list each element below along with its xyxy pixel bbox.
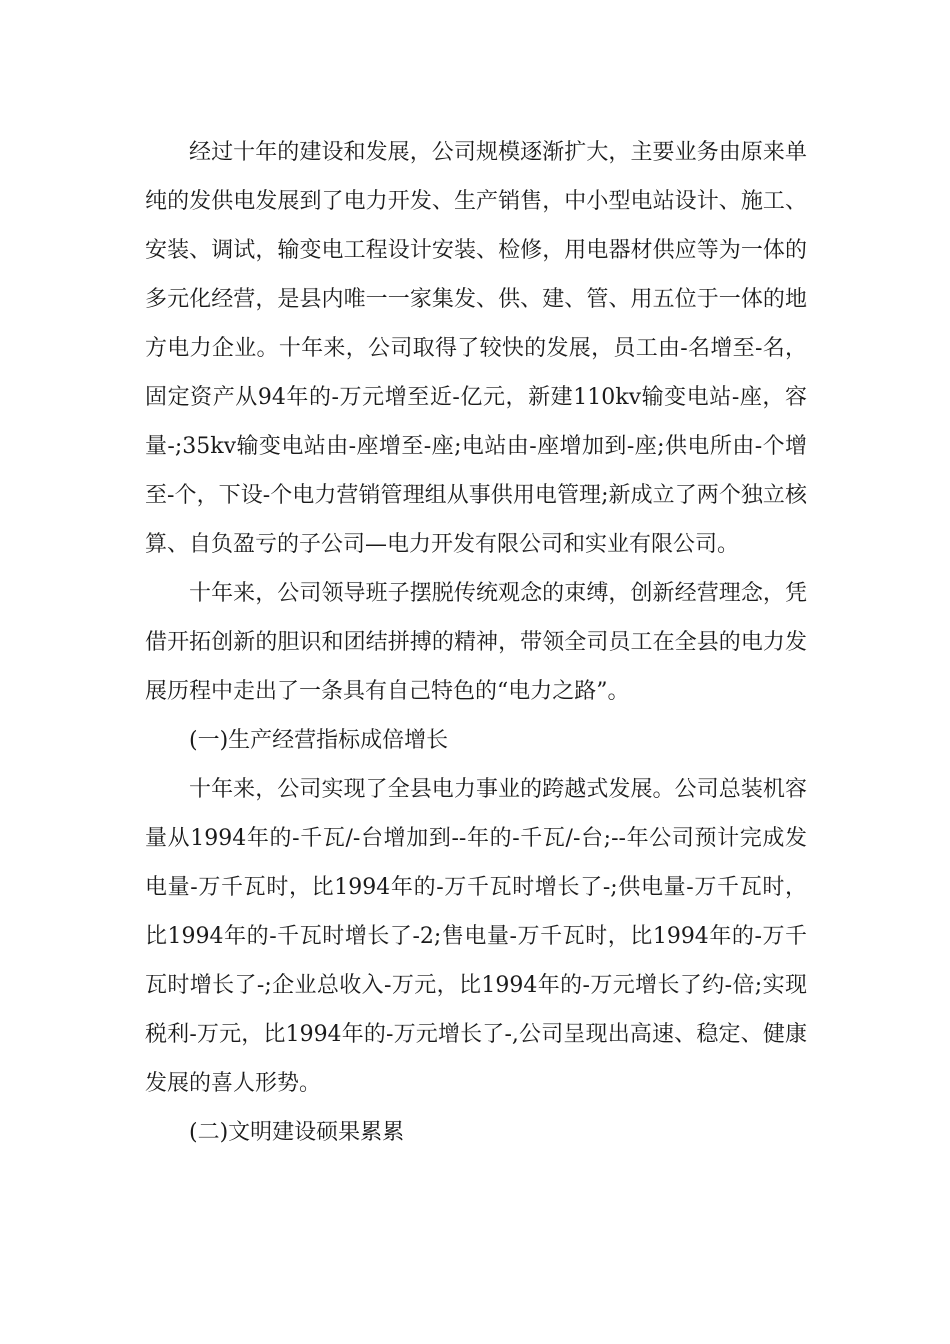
- section-heading-civilization: (二)文明建设硕果累累: [189, 1120, 405, 1145]
- paragraph-production-growth: 十年来，公司实现了全县电力事业的跨越式发展。公司总装机容量从1994年的-千瓦/-台增加到--年的-千瓦/-台;--年公司预计完成发电量-万千瓦时，比1994年的-万千瓦时增长了-;供电量-万千瓦时，比1994年的-千瓦时增长了-2;售电量-万千瓦时，比1994年的-万千瓦时增长了-;企业总收入-万元，比1994年的-万元增长了约-倍;实现税利-万元，比1994年的-万元增长了-,公司呈现出高速、稳定、健康发展的喜人形势。: [145, 777, 807, 1096]
- section-heading-production: (一)生产经营指标成倍增长: [189, 728, 449, 753]
- paragraph-leadership: 十年来，公司领导班子摆脱传统观念的束缚，创新经营理念，凭借开拓创新的胆识和团结拼搏的精神，带领全司员工在全县的电力发展历程中走出了一条具有自己特色的“电力之路”。: [145, 581, 807, 704]
- document-body: [145, 128, 807, 1157]
- paragraph-company-growth: 经过十年的建设和发展，公司规模逐渐扩大，主要业务由原来单纯的发供电发展到了电力开发、生产销售，中小型电站设计、施工、安装、调试，输变电工程设计安装、检修，用电器材供应等为一体的多元化经营，是县内唯一一家集发、供、建、管、用五位于一体的地方电力企业。十年来，公司取得了较快的发展，员工由-名增至-名，固定资产从94年的-万元增至近-亿元，新建110kv输变电站-座，容量-;35kv输变电站由-座增至-座;电站由-座增加到-座;供电所由-个增至-个，下设-个电力营销管理组从事供用电管理;新成立了两个独立核算、自负盈亏的子公司—电力开发有限公司和实业有限公司。: [145, 140, 807, 557]
